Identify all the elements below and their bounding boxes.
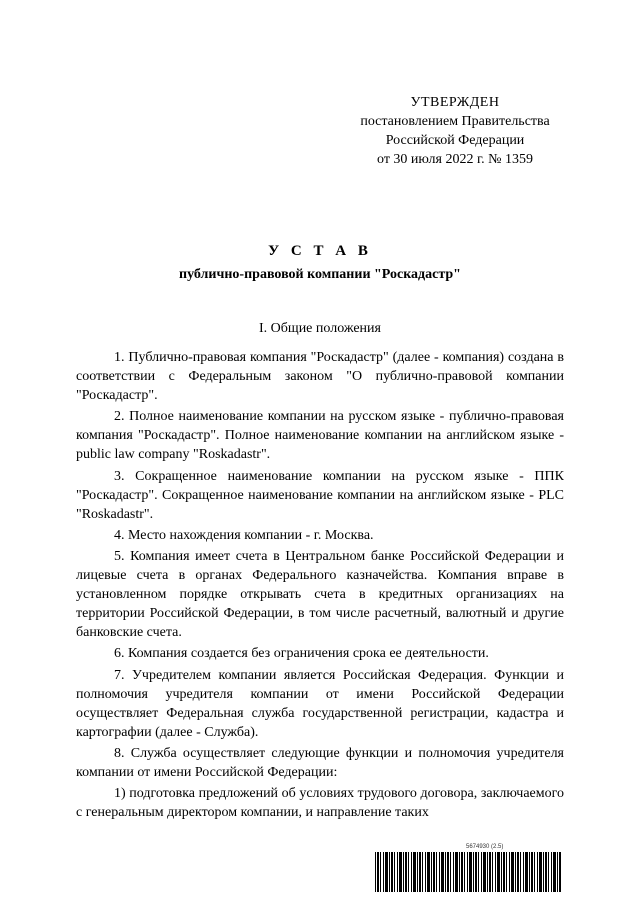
approval-title: УТВЕРЖДЕН [410,95,500,110]
paragraph-8: 8. Служба осуществляет следующие функции и полномочия учредителя компании от имени Российской Федерации: [76,745,564,780]
paragraph-4: 4. Место нахождения компании - г. Москва. [114,527,374,543]
document-subtitle: публично-правовой компании "Роскадастр" [179,267,461,282]
paragraph-7: 7. Учредителем компании является Российская Федерация. Функции и полномочия учредителя компании от имени Российской Федерации осуществляет Федеральная служба государственной регистрации, кадастра и картографии (далее - Служба). [76,667,564,740]
paragraph-2: 2. Полное наименование компании на русском языке - публично-правовая компания "Роскадастр". Полное наименование компании на английском языке - public law company "Roskadastr". [76,409,564,463]
approval-line-1: постановлением Правительства [360,114,550,129]
barcode-image [375,852,562,892]
paragraph-5: 5. Компания имеет счета в Центральном банке Российской Федерации и лицевые счета в органах Федерального казначейства. Компания вправе в установленном порядке открывать счета в кредитных организациях на территории Российской Федерации, в том числе расчетный, валютный и другие банковские счета. [76,548,564,641]
paragraph-3: 3. Сокращенное наименование компании на русском языке - ППК "Роскадастр". Сокращенное наименование компании на английском языке - PLC "Roskadastr". [76,468,564,522]
barcode-label: 5674930 (2.5) [466,844,504,850]
document-body [76,348,564,822]
paragraph-6: 6. Компания создается без ограничения срока ее деятельности. [114,646,489,662]
section-heading: I. Общие положения [259,321,381,336]
approval-block [340,93,570,169]
paragraph-1: 1. Публично-правовая компания "Роскадастр" (далее - компания) создана в соответствии с Федеральным законом "О публично-правовой компании "Роскадастр". [76,350,564,404]
approval-line-2: Российской Федерации [385,133,525,148]
paragraph-8-1: 1) подготовка предложений об условиях трудового договора, заключаемого с генеральным директором компании, и направление таких [76,786,564,821]
document-title: У С Т А В [268,243,372,259]
approval-line-3: от 30 июля 2022 г. № 1359 [377,152,533,167]
